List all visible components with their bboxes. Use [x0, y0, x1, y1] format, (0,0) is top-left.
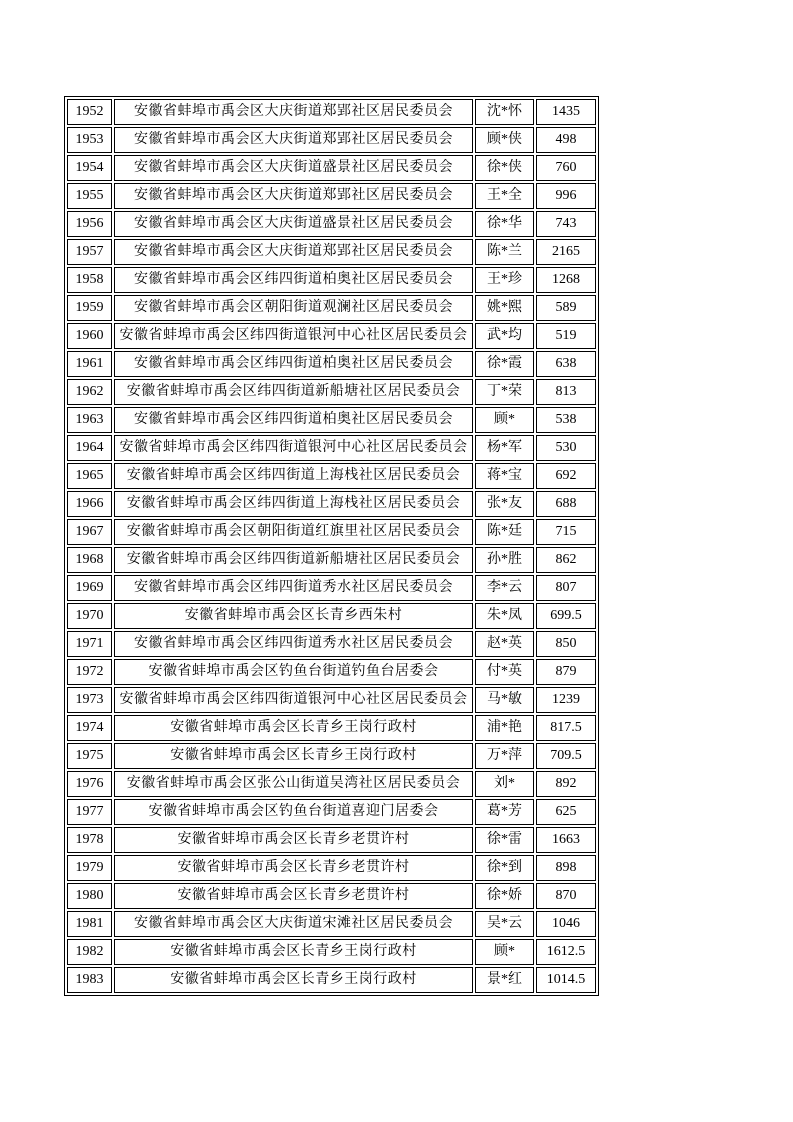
cell-amount: 1239 [536, 687, 596, 713]
table-row [67, 239, 596, 265]
table-row [67, 687, 596, 713]
cell-name: 张*友 [475, 491, 534, 517]
cell-organization: 安徽省蚌埠市禹会区大庆街道郑郢社区居民委员会 [114, 127, 473, 153]
table-row [67, 603, 596, 629]
table-row [67, 715, 596, 741]
cell-serial: 1958 [67, 267, 112, 293]
cell-organization: 安徽省蚌埠市禹会区长青乡老贯许村 [114, 855, 473, 881]
cell-serial: 1965 [67, 463, 112, 489]
cell-organization: 安徽省蚌埠市禹会区纬四街道新船塘社区居民委员会 [114, 379, 473, 405]
cell-organization: 安徽省蚌埠市禹会区大庆街道盛景社区居民委员会 [114, 211, 473, 237]
cell-amount: 638 [536, 351, 596, 377]
table-row [67, 575, 596, 601]
cell-organization: 安徽省蚌埠市禹会区纬四街道新船塘社区居民委员会 [114, 547, 473, 573]
table-row [67, 519, 596, 545]
table-body [67, 99, 596, 993]
cell-name: 武*均 [475, 323, 534, 349]
cell-amount: 530 [536, 435, 596, 461]
table-row [67, 407, 596, 433]
cell-name: 万*萍 [475, 743, 534, 769]
cell-organization: 安徽省蚌埠市禹会区纬四街道银河中心社区居民委员会 [114, 323, 473, 349]
table-row [67, 939, 596, 965]
table-row [67, 967, 596, 993]
cell-name: 陈*兰 [475, 239, 534, 265]
cell-serial: 1953 [67, 127, 112, 153]
table-row [67, 435, 596, 461]
cell-serial: 1975 [67, 743, 112, 769]
cell-amount: 898 [536, 855, 596, 881]
cell-amount: 625 [536, 799, 596, 825]
cell-organization: 安徽省蚌埠市禹会区大庆街道郑郢社区居民委员会 [114, 239, 473, 265]
cell-amount: 692 [536, 463, 596, 489]
cell-name: 姚*熙 [475, 295, 534, 321]
table-row [67, 883, 596, 909]
cell-organization: 安徽省蚌埠市禹会区钓鱼台街道喜迎门居委会 [114, 799, 473, 825]
table-row [67, 127, 596, 153]
cell-amount: 850 [536, 631, 596, 657]
cell-serial: 1968 [67, 547, 112, 573]
cell-serial: 1952 [67, 99, 112, 125]
cell-organization: 安徽省蚌埠市禹会区钓鱼台街道钓鱼台居委会 [114, 659, 473, 685]
cell-organization: 安徽省蚌埠市禹会区长青乡王岗行政村 [114, 743, 473, 769]
cell-amount: 879 [536, 659, 596, 685]
cell-organization: 安徽省蚌埠市禹会区朝阳街道红旗里社区居民委员会 [114, 519, 473, 545]
cell-name: 李*云 [475, 575, 534, 601]
cell-name: 王*全 [475, 183, 534, 209]
cell-organization: 安徽省蚌埠市禹会区长青乡王岗行政村 [114, 967, 473, 993]
cell-name: 丁*荣 [475, 379, 534, 405]
cell-serial: 1956 [67, 211, 112, 237]
cell-organization: 安徽省蚌埠市禹会区纬四街道柏奥社区居民委员会 [114, 351, 473, 377]
table-row [67, 379, 596, 405]
cell-name: 蒋*宝 [475, 463, 534, 489]
cell-organization: 安徽省蚌埠市禹会区纬四街道柏奥社区居民委员会 [114, 407, 473, 433]
cell-amount: 1014.5 [536, 967, 596, 993]
cell-serial: 1974 [67, 715, 112, 741]
cell-amount: 709.5 [536, 743, 596, 769]
cell-organization: 安徽省蚌埠市禹会区朝阳街道观澜社区居民委员会 [114, 295, 473, 321]
cell-amount: 760 [536, 155, 596, 181]
cell-organization: 安徽省蚌埠市禹会区大庆街道宋滩社区居民委员会 [114, 911, 473, 937]
cell-organization: 安徽省蚌埠市禹会区长青乡王岗行政村 [114, 939, 473, 965]
table-row [67, 155, 596, 181]
cell-amount: 862 [536, 547, 596, 573]
cell-organization: 安徽省蚌埠市禹会区纬四街道上海栈社区居民委员会 [114, 491, 473, 517]
cell-serial: 1978 [67, 827, 112, 853]
table-row [67, 855, 596, 881]
cell-name: 徐*雷 [475, 827, 534, 853]
cell-name: 赵*英 [475, 631, 534, 657]
cell-amount: 2165 [536, 239, 596, 265]
cell-amount: 813 [536, 379, 596, 405]
cell-serial: 1977 [67, 799, 112, 825]
cell-serial: 1971 [67, 631, 112, 657]
cell-organization: 安徽省蚌埠市禹会区纬四街道秀水社区居民委员会 [114, 575, 473, 601]
cell-serial: 1966 [67, 491, 112, 517]
cell-amount: 1612.5 [536, 939, 596, 965]
cell-amount: 1046 [536, 911, 596, 937]
table-row [67, 351, 596, 377]
cell-name: 浦*艳 [475, 715, 534, 741]
cell-name: 顾* [475, 939, 534, 965]
cell-name: 王*珍 [475, 267, 534, 293]
cell-organization: 安徽省蚌埠市禹会区纬四街道上海栈社区居民委员会 [114, 463, 473, 489]
table-row [67, 295, 596, 321]
cell-serial: 1960 [67, 323, 112, 349]
cell-serial: 1981 [67, 911, 112, 937]
cell-serial: 1955 [67, 183, 112, 209]
cell-name: 葛*芳 [475, 799, 534, 825]
table-row [67, 323, 596, 349]
cell-serial: 1969 [67, 575, 112, 601]
cell-amount: 519 [536, 323, 596, 349]
cell-serial: 1980 [67, 883, 112, 909]
cell-serial: 1972 [67, 659, 112, 685]
cell-name: 景*红 [475, 967, 534, 993]
cell-name: 吴*云 [475, 911, 534, 937]
cell-amount: 688 [536, 491, 596, 517]
cell-amount: 1268 [536, 267, 596, 293]
cell-serial: 1970 [67, 603, 112, 629]
cell-serial: 1967 [67, 519, 112, 545]
table-row [67, 827, 596, 853]
cell-amount: 996 [536, 183, 596, 209]
table-row [67, 491, 596, 517]
cell-serial: 1983 [67, 967, 112, 993]
cell-organization: 安徽省蚌埠市禹会区纬四街道秀水社区居民委员会 [114, 631, 473, 657]
cell-serial: 1957 [67, 239, 112, 265]
cell-name: 徐*到 [475, 855, 534, 881]
cell-name: 徐*侠 [475, 155, 534, 181]
cell-amount: 538 [536, 407, 596, 433]
table-row [67, 547, 596, 573]
cell-amount: 1435 [536, 99, 596, 125]
table-row [67, 743, 596, 769]
cell-organization: 安徽省蚌埠市禹会区长青乡老贯许村 [114, 883, 473, 909]
cell-organization: 安徽省蚌埠市禹会区纬四街道银河中心社区居民委员会 [114, 687, 473, 713]
cell-amount: 870 [536, 883, 596, 909]
cell-serial: 1961 [67, 351, 112, 377]
cell-amount: 817.5 [536, 715, 596, 741]
cell-amount: 589 [536, 295, 596, 321]
cell-amount: 743 [536, 211, 596, 237]
table-row [67, 99, 596, 125]
table-row [67, 463, 596, 489]
cell-organization: 安徽省蚌埠市禹会区大庆街道郑郢社区居民委员会 [114, 183, 473, 209]
cell-name: 杨*军 [475, 435, 534, 461]
table-row [67, 211, 596, 237]
cell-name: 付*英 [475, 659, 534, 685]
cell-name: 马*敏 [475, 687, 534, 713]
cell-name: 顾*侠 [475, 127, 534, 153]
cell-amount: 892 [536, 771, 596, 797]
table-row [67, 771, 596, 797]
cell-organization: 安徽省蚌埠市禹会区大庆街道盛景社区居民委员会 [114, 155, 473, 181]
cell-name: 徐*华 [475, 211, 534, 237]
cell-name: 沈*怀 [475, 99, 534, 125]
cell-name: 刘* [475, 771, 534, 797]
cell-organization: 安徽省蚌埠市禹会区张公山街道吴湾社区居民委员会 [114, 771, 473, 797]
table-row [67, 267, 596, 293]
table-row [67, 911, 596, 937]
cell-name: 陈*廷 [475, 519, 534, 545]
cell-amount: 807 [536, 575, 596, 601]
cell-name: 徐*霞 [475, 351, 534, 377]
cell-name: 顾* [475, 407, 534, 433]
cell-serial: 1982 [67, 939, 112, 965]
cell-organization: 安徽省蚌埠市禹会区长青乡王岗行政村 [114, 715, 473, 741]
cell-serial: 1959 [67, 295, 112, 321]
cell-serial: 1976 [67, 771, 112, 797]
cell-amount: 715 [536, 519, 596, 545]
cell-organization: 安徽省蚌埠市禹会区纬四街道银河中心社区居民委员会 [114, 435, 473, 461]
cell-serial: 1963 [67, 407, 112, 433]
cell-serial: 1979 [67, 855, 112, 881]
table-row [67, 183, 596, 209]
cell-name: 朱*凤 [475, 603, 534, 629]
cell-organization: 安徽省蚌埠市禹会区纬四街道柏奥社区居民委员会 [114, 267, 473, 293]
cell-amount: 1663 [536, 827, 596, 853]
cell-name: 徐*娇 [475, 883, 534, 909]
table-row [67, 631, 596, 657]
cell-name: 孙*胜 [475, 547, 534, 573]
cell-amount: 498 [536, 127, 596, 153]
table-row [67, 659, 596, 685]
cell-organization: 安徽省蚌埠市禹会区大庆街道郑郢社区居民委员会 [114, 99, 473, 125]
cell-organization: 安徽省蚌埠市禹会区长青乡西朱村 [114, 603, 473, 629]
cell-organization: 安徽省蚌埠市禹会区长青乡老贯许村 [114, 827, 473, 853]
table-row [67, 799, 596, 825]
cell-serial: 1962 [67, 379, 112, 405]
cell-serial: 1973 [67, 687, 112, 713]
cell-serial: 1964 [67, 435, 112, 461]
cell-serial: 1954 [67, 155, 112, 181]
subsidy-table [64, 96, 599, 996]
cell-amount: 699.5 [536, 603, 596, 629]
